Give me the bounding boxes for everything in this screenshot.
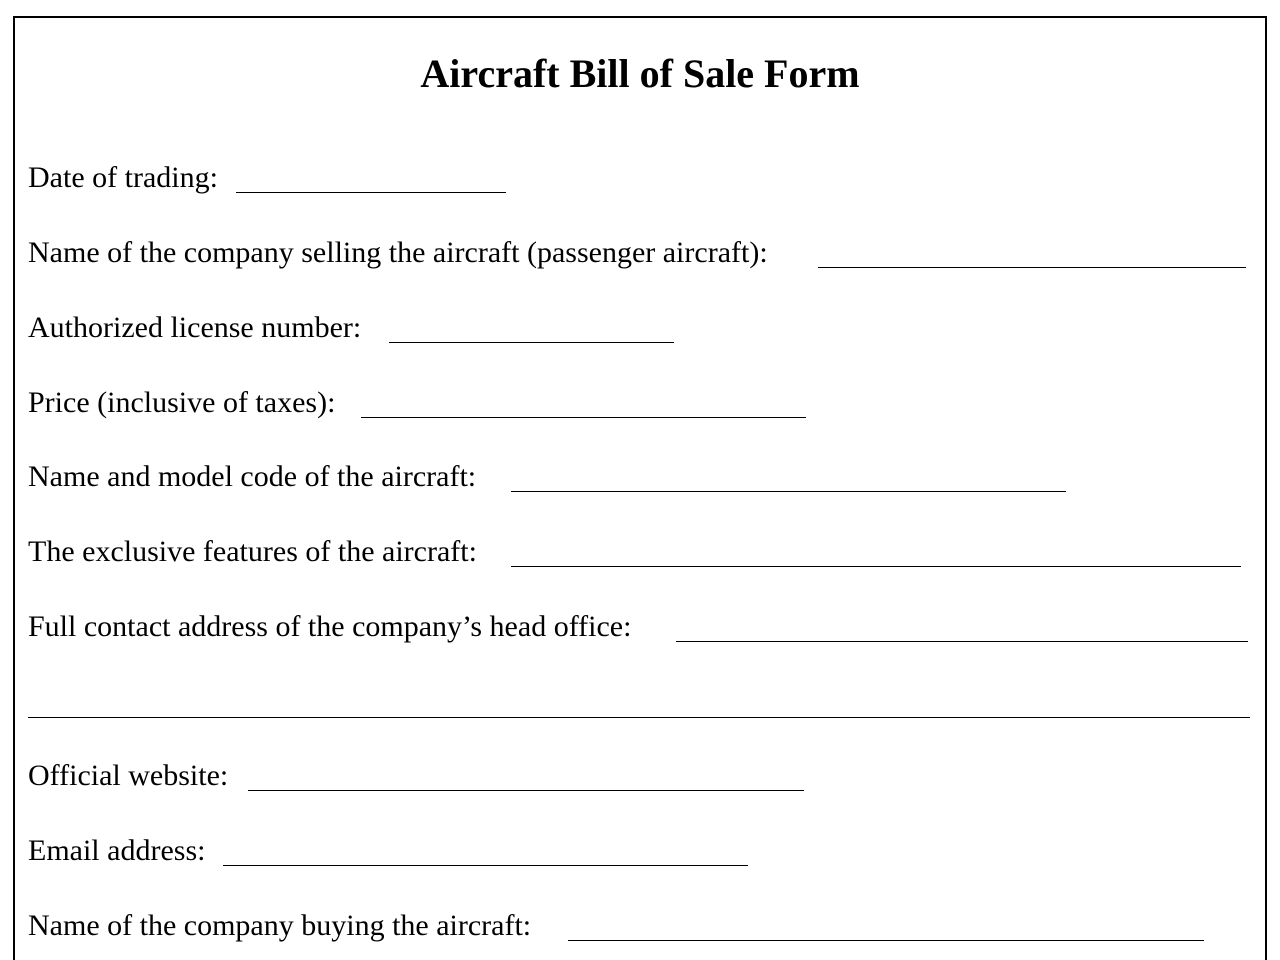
fill-in-line[interactable] (818, 267, 1246, 268)
fill-in-line[interactable] (236, 192, 506, 193)
field-label: Price (inclusive of taxes): (28, 386, 336, 419)
fill-in-line[interactable] (511, 491, 1066, 492)
fill-in-line[interactable] (389, 342, 674, 343)
fill-in-line[interactable] (568, 940, 1204, 941)
fill-in-line[interactable] (248, 790, 804, 791)
field-license-number (28, 310, 678, 346)
field-official-website (28, 758, 808, 794)
field-label: Name and model code of the aircraft: (28, 460, 477, 493)
field-price (28, 385, 808, 421)
fill-in-line[interactable] (676, 641, 1248, 642)
field-label: The exclusive features of the aircraft: (28, 535, 477, 568)
field-label: Official website: (28, 759, 229, 792)
field-label: Name of the company selling the aircraft (passenger aircraft): (28, 236, 768, 269)
field-buyer-company (28, 908, 1206, 944)
field-label: Authorized license number: (28, 311, 362, 344)
fill-in-line[interactable] (511, 566, 1241, 567)
field-head-office-address (28, 609, 1250, 645)
fill-in-line[interactable] (223, 865, 748, 866)
field-label: Email address: (28, 834, 206, 867)
field-date-of-trading (28, 160, 508, 196)
field-aircraft-model (28, 459, 1068, 495)
field-label: Name of the company buying the aircraft: (28, 909, 532, 942)
form-title: Aircraft Bill of Sale Form (420, 51, 860, 96)
field-email-address (28, 833, 750, 869)
field-label: Date of trading: (28, 161, 218, 194)
field-seller-company (28, 235, 1248, 271)
field-exclusive-features (28, 534, 1243, 570)
address-continuation-line[interactable] (28, 717, 1250, 718)
field-label: Full contact address of the company’s head office: (28, 610, 632, 643)
fill-in-line[interactable] (361, 417, 806, 418)
